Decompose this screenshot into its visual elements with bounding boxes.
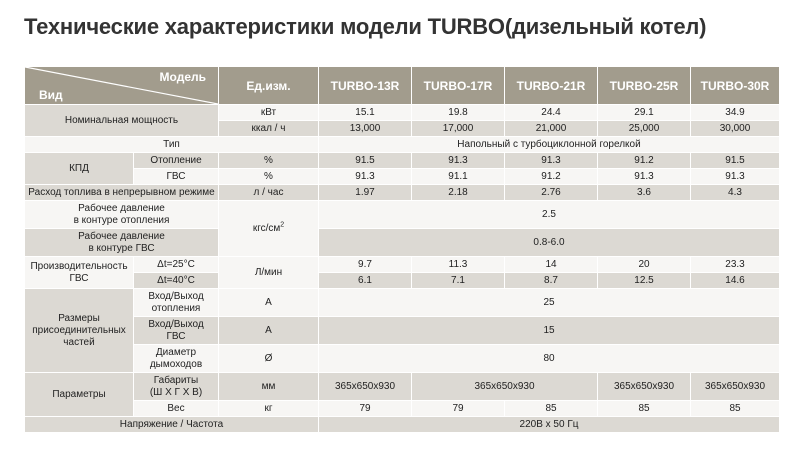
page-title: Технические характеристики модели TURBO(дизельный котел) [24,14,707,39]
table-row [25,185,780,201]
model-column-header: TURBO-25R [598,67,691,105]
unit-text: кгс/см [252,222,281,234]
value-cell: 8.7 [505,273,598,289]
value-cell: 34.9 [691,105,780,121]
table-row [25,417,780,433]
unit-cell [219,201,319,257]
value-cell: 91.5 [319,153,412,169]
value-cell: 91.3 [505,153,598,169]
value-cell: 12.5 [598,273,691,289]
model-column-header: TURBO-13R [319,67,412,105]
unit-cell: мм [219,373,319,401]
sub-label: Вес [134,401,219,417]
value-cell: 13,000 [319,121,412,137]
unit-cell: Ø [219,345,319,373]
table-row [25,169,780,185]
value-cell: 15 [319,317,780,345]
row-label: Тип [25,137,319,153]
value-cell: 85 [691,401,780,417]
value-cell: 91.5 [691,153,780,169]
value-cell: 0.8-6.0 [319,229,780,257]
value-cell: 79 [319,401,412,417]
value-cell: 91.3 [412,153,505,169]
table-row [25,229,780,257]
value-cell: 91.3 [598,169,691,185]
sub-label: Диаметр дымоходов [134,345,219,373]
value-cell: 17,000 [412,121,505,137]
table-row [25,105,780,121]
unit-cell: ккал / ч [219,121,319,137]
table-row [25,317,780,345]
model-header: Модель [159,70,206,84]
table-row [25,273,780,289]
table-row [25,401,780,417]
value-cell: 2.5 [319,201,780,229]
unit-cell: кг [219,401,319,417]
sub-label: Δt=40°C [134,273,219,289]
value-cell: 79 [412,401,505,417]
value-cell: 365x650x930 [598,373,691,401]
row-label: Напряжение / Частота [25,417,319,433]
table-row [25,373,780,401]
diagonal-header-cell [25,67,219,105]
table-row [25,289,780,317]
row-label: Рабочее давление в контуре отопления [25,201,219,229]
value-cell: 365x650x930 [412,373,598,401]
value-cell: 14 [505,257,598,273]
value-cell: 9.7 [319,257,412,273]
table-row [25,345,780,373]
header-row [25,67,780,105]
value-cell: 25,000 [598,121,691,137]
spec-table [24,66,780,433]
view-header: Вид [39,88,63,102]
model-column-header: TURBO-21R [505,67,598,105]
row-label: Параметры [25,373,134,417]
value-cell: 6.1 [319,273,412,289]
value-cell: 4.3 [691,185,780,201]
sub-label: Вход/Выход отопления [134,289,219,317]
value-cell: 15.1 [319,105,412,121]
value-cell: 365x650x930 [319,373,412,401]
sub-label: Δt=25°C [134,257,219,273]
value-cell: 20 [598,257,691,273]
table-row [25,137,780,153]
value-cell: 24.4 [505,105,598,121]
row-label: Расход топлива в непрерывном режиме [25,185,219,201]
value-cell: 14.6 [691,273,780,289]
value-cell: 25 [319,289,780,317]
value-cell: 21,000 [505,121,598,137]
sub-label: Вход/Выход ГВС [134,317,219,345]
unit-cell: % [219,169,319,185]
unit-header: Ед.изм. [219,67,319,105]
value-cell: 365x650x930 [691,373,780,401]
value-cell: 30,000 [691,121,780,137]
value-cell: 85 [505,401,598,417]
model-column-header: TURBO-30R [691,67,780,105]
value-cell: 91.2 [505,169,598,185]
value-cell: 91.3 [691,169,780,185]
table-row [25,153,780,169]
sub-label: ГВС [134,169,219,185]
unit-cell: A [219,289,319,317]
table-row [25,201,780,229]
value-cell: 91.2 [598,153,691,169]
unit-cell: Л/мин [219,257,319,289]
value-cell: 85 [598,401,691,417]
value-cell: 19.8 [412,105,505,121]
row-label: Размеры присоединительных частей [25,289,134,373]
value-cell: 220В x 50 Гц [319,417,780,433]
unit-cell: A [219,317,319,345]
row-label: КПД [25,153,134,185]
unit-superscript: 2 [280,221,285,229]
unit-cell: % [219,153,319,169]
value-cell: 11.3 [412,257,505,273]
value-cell: 3.6 [598,185,691,201]
value-cell: 2.18 [412,185,505,201]
row-label: Рабочее давление в контуре ГВС [25,229,219,257]
value-cell: 91.3 [319,169,412,185]
value-cell: Напольный с турбоциклонной горелкой [319,137,780,153]
unit-cell: кВт [219,105,319,121]
sub-label: Отопление [134,153,219,169]
row-label: Производительность ГВС [25,257,134,289]
row-label: Номинальная мощность [25,105,219,137]
value-cell: 1.97 [319,185,412,201]
value-cell: 7.1 [412,273,505,289]
unit-cell: л / час [219,185,319,201]
value-cell: 80 [319,345,780,373]
table-row [25,257,780,273]
value-cell: 29.1 [598,105,691,121]
value-cell: 23.3 [691,257,780,273]
value-cell: 91.1 [412,169,505,185]
value-cell: 2.76 [505,185,598,201]
sub-label: Габариты (Ш Х Г Х В) [134,373,219,401]
model-column-header: TURBO-17R [412,67,505,105]
